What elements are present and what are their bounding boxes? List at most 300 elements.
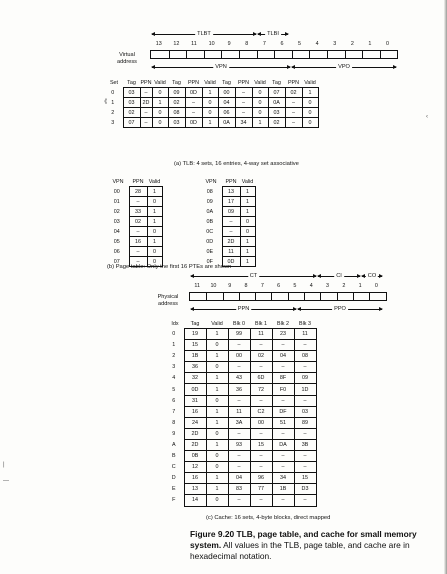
page-table-row <box>200 227 255 237</box>
tlb-cell: 1 <box>252 118 268 128</box>
cache-cell: 83 <box>228 484 250 495</box>
cache-row <box>166 462 316 473</box>
vpo-label: VPO <box>338 63 350 70</box>
bit-cell <box>292 51 310 58</box>
tlb-cell: – <box>185 98 202 108</box>
cache-column-header: Blk 3 <box>299 321 311 327</box>
cache-cell: – <box>250 395 272 406</box>
cache-cell: 2D <box>184 428 206 439</box>
page-table-left <box>107 178 163 267</box>
cache-cell: 1 <box>206 473 228 484</box>
ppo-arrow <box>298 306 382 312</box>
page-table-vpn: 01 <box>113 198 120 205</box>
cache-cell: 31 <box>184 395 206 406</box>
tlb-cell: 0 <box>252 88 268 98</box>
bit-cell <box>257 51 275 58</box>
figure-number: Figure 9.20 <box>190 529 235 539</box>
bit-number: 0 <box>386 41 390 47</box>
page-table-cell: 2D <box>222 237 240 247</box>
page-table-caption: (b) Page table: Only the first 16 PTEs are shown <box>107 264 232 270</box>
page-table-row <box>107 237 162 247</box>
page-table-cell: 17 <box>222 197 240 207</box>
tlb-column-header: Valid <box>304 80 316 86</box>
page-table-left-header <box>107 178 162 187</box>
page-table-vpn: 0F <box>206 258 213 265</box>
page-table-cell: 02 <box>129 217 147 227</box>
cache-cell: 14 <box>184 495 206 506</box>
page-table-cell: 0 <box>147 197 162 207</box>
ppn-arrow <box>191 306 296 312</box>
tlb-header-row <box>105 79 318 88</box>
tlb-row <box>105 88 318 98</box>
bit-number: 5 <box>298 41 302 47</box>
cache-column-header: Valid <box>211 321 223 327</box>
bit-cell <box>327 51 345 58</box>
cache-cell: 03 <box>294 406 316 417</box>
cache-cell: 15 <box>250 439 272 450</box>
page-table-vpn: 03 <box>113 218 120 225</box>
tlb-cell: 03 <box>123 98 140 108</box>
cache-cell: 0D <box>184 384 206 395</box>
tlb-row <box>105 108 318 118</box>
cache-cell: 36 <box>184 362 206 373</box>
cache-index: C <box>171 464 176 471</box>
cache-row <box>166 417 316 428</box>
tlb-row <box>105 98 318 108</box>
bit-cell <box>345 51 363 58</box>
tlb-set-index: 3 <box>111 119 115 126</box>
tlb-column-header: Tag <box>127 80 136 86</box>
cache-cell: 32 <box>184 373 206 384</box>
bit-number: 3 <box>326 283 330 289</box>
cache-index: A <box>171 441 176 448</box>
cache-cell: 93 <box>228 439 250 450</box>
cache-cell: 0 <box>206 451 228 462</box>
bit-number: 8 <box>244 283 248 289</box>
cache-cell: 51 <box>272 417 294 428</box>
tlb-cell: 0 <box>252 98 268 108</box>
figure-title: TLB, page table, and cache for small memory system. <box>190 529 417 550</box>
page-table-column-header: VPN <box>205 179 217 186</box>
page-table-cell: – <box>222 227 240 237</box>
cache-index: 1 <box>172 342 176 349</box>
page-table-cell: 1 <box>240 197 255 207</box>
virtual-address-bit-numbers <box>150 41 396 47</box>
margin-mark: — <box>3 478 9 484</box>
page-table-vpn: 08 <box>206 188 213 195</box>
page-table-column-header: Valid <box>241 179 254 185</box>
bit-cell <box>304 293 320 300</box>
physical-address-label: Physical address <box>157 294 179 307</box>
bit-cell <box>186 51 204 58</box>
page-table-row <box>107 207 162 217</box>
cache-cell: – <box>294 428 316 439</box>
bit-cell <box>288 293 304 300</box>
cache-cell: 0 <box>206 428 228 439</box>
tlb-cell: 0A <box>268 98 285 108</box>
tlb-cell: – <box>285 118 302 128</box>
page-table-vpn: 04 <box>113 228 120 235</box>
cache-cell: 02 <box>250 351 272 362</box>
bit-cell <box>255 293 271 300</box>
tlb-cell: 07 <box>123 118 140 128</box>
cache-cell: 19 <box>184 329 206 340</box>
page-table-cell: 13 <box>222 187 240 197</box>
tlb-cell: 03 <box>123 88 140 98</box>
tlb-column-header: Valid <box>204 80 216 86</box>
cache-cell: 1 <box>206 406 228 417</box>
bit-cell <box>380 51 398 58</box>
cache-cell: 11 <box>228 406 250 417</box>
bit-cell <box>204 51 222 58</box>
bit-number: 8 <box>245 41 249 47</box>
page-table-cell: 0 <box>240 217 255 227</box>
cache-cell: 89 <box>294 417 316 428</box>
page-table-vpn: 06 <box>113 248 120 255</box>
tlb-cell: – <box>140 108 152 118</box>
tlb-cell: 0 <box>302 118 318 128</box>
cache-cell: 00 <box>228 351 250 362</box>
tlb-cell: 1 <box>202 88 218 98</box>
bit-number: 7 <box>260 283 264 289</box>
cache-row <box>166 406 316 417</box>
tlb-set-index: 2 <box>111 109 115 116</box>
bit-cell <box>151 51 169 58</box>
page-table-row <box>200 197 255 207</box>
page-table-column-header: Valid <box>148 179 161 185</box>
co-arrow <box>362 273 382 279</box>
cache-cell: 1 <box>206 351 228 362</box>
cache-cell: 77 <box>250 484 272 495</box>
tlb-column-header: PPN <box>237 80 250 86</box>
tlb-cell: 1 <box>202 118 218 128</box>
cache-cell: 12 <box>184 462 206 473</box>
cache-cell: 1B <box>272 484 294 495</box>
bit-number: 4 <box>315 41 319 47</box>
page-table-vpn: 02 <box>113 208 120 215</box>
page-table-cell: 0 <box>147 247 162 257</box>
tlb-column-header: Valid <box>254 80 266 86</box>
cache-cell: – <box>272 495 294 506</box>
bit-number: 9 <box>228 283 232 289</box>
page-table-cell: 09 <box>222 207 240 217</box>
cache-index: 6 <box>172 397 176 404</box>
page-table-cell: 1 <box>147 207 162 217</box>
cache-cell: 15 <box>184 340 206 351</box>
tlb-cell: 1 <box>302 88 318 98</box>
cache-table <box>166 320 317 507</box>
tlb-cell: 0 <box>252 108 268 118</box>
page-table-cell: 1 <box>147 217 162 227</box>
page-table-vpn: 05 <box>113 238 120 245</box>
tlb-column-header: Valid <box>154 80 166 86</box>
cache-cell: 1 <box>206 484 228 495</box>
tlb-set-header: Set <box>109 80 119 87</box>
page-table-cell: 1 <box>147 237 162 247</box>
cache-cell: – <box>250 428 272 439</box>
bit-number: 7 <box>262 41 266 47</box>
cache-cell: 1 <box>206 373 228 384</box>
bit-cell <box>206 293 222 300</box>
tlb-cell: 04 <box>218 98 235 108</box>
tlbt-arrow <box>152 31 256 37</box>
cache-row <box>166 484 316 495</box>
bit-number: 2 <box>342 283 346 289</box>
cache-cell: 6D <box>250 373 272 384</box>
tlbi-label: TLBI <box>267 30 279 37</box>
page-table-vpn: 0D <box>206 238 214 245</box>
bit-number: 11 <box>194 283 200 289</box>
tlb-cell: 09 <box>168 88 185 98</box>
cache-cell: 16 <box>184 473 206 484</box>
bit-number: 6 <box>280 41 284 47</box>
cache-cell: – <box>228 428 250 439</box>
cache-cell: 1B <box>184 351 206 362</box>
bit-cell <box>271 293 287 300</box>
bit-number: 3 <box>333 41 337 47</box>
cache-cell: 23 <box>272 329 294 340</box>
cache-cell: – <box>228 451 250 462</box>
page-table-row <box>200 217 255 227</box>
figure-description: All values in the TLB, page table, and cache are in hexadecimal notation. <box>190 540 410 561</box>
bit-cell <box>309 51 327 58</box>
cache-cell: – <box>272 462 294 473</box>
vpn-label: VPN <box>215 63 227 70</box>
cache-cell: 1 <box>206 384 228 395</box>
cache-column-header: Blk 1 <box>255 321 267 327</box>
cache-cell: – <box>272 340 294 351</box>
page-table-column-header: PPN <box>132 179 144 185</box>
cache-row <box>166 351 316 362</box>
cache-cell: 11 <box>294 329 316 340</box>
page-table-cell: 1 <box>240 237 255 247</box>
cache-cell: – <box>250 340 272 351</box>
cache-cell: 04 <box>272 351 294 362</box>
page-table-row <box>107 187 162 197</box>
page-table-vpn: 0C <box>206 228 214 235</box>
tlb-cell: – <box>235 88 252 98</box>
bit-number: 10 <box>208 41 215 47</box>
page-table-right <box>200 178 256 267</box>
tlb-column-header: Tag <box>222 80 231 86</box>
cache-cell: 09 <box>294 373 316 384</box>
page-table-row <box>200 207 255 217</box>
cache-cell: – <box>272 362 294 373</box>
vpn-arrow <box>152 64 290 70</box>
tlb-column-header: PPN <box>187 80 200 86</box>
tlb-cell: 0D <box>185 118 202 128</box>
cache-cell: 99 <box>228 329 250 340</box>
tlb-cell: 08 <box>168 108 185 118</box>
tlb-cell: 03 <box>268 108 285 118</box>
cache-cell: – <box>250 495 272 506</box>
cache-cell: – <box>250 462 272 473</box>
cache-index: B <box>171 453 176 460</box>
cache-cell: 00 <box>250 417 272 428</box>
bit-number: 1 <box>358 283 362 289</box>
tlb-cell: 06 <box>218 108 235 118</box>
page-table-column-header: VPN <box>112 179 124 186</box>
cache-cell: – <box>294 495 316 506</box>
cache-caption: (c) Cache: 16 sets, 4-byte blocks, direct mapped <box>206 515 331 521</box>
tlb-cell: 1 <box>152 98 168 108</box>
cache-cell: – <box>250 451 272 462</box>
cache-index: 7 <box>172 408 176 415</box>
cache-cell: 96 <box>250 473 272 484</box>
bit-cell <box>337 293 353 300</box>
bit-number: 10 <box>210 283 217 289</box>
vpo-arrow <box>292 64 396 70</box>
tlb-cell: – <box>140 118 152 128</box>
tlb-cell: 02 <box>168 98 185 108</box>
page-table-row <box>200 187 255 197</box>
page-table-vpn: 00 <box>113 188 120 195</box>
cache-column-header: Tag <box>190 321 200 327</box>
bit-number: 13 <box>155 41 162 47</box>
cache-index: 4 <box>172 375 176 382</box>
page-table-cell: 16 <box>129 237 147 247</box>
tlb-table <box>105 79 319 128</box>
cache-cell: – <box>294 395 316 406</box>
tlb-caption: (a) TLB: 4 sets, 16 entries, 4-way set associative <box>174 161 299 167</box>
cache-row <box>166 329 316 340</box>
cache-cell: 0 <box>206 395 228 406</box>
cache-row <box>166 395 316 406</box>
tlb-column-header: PPN <box>287 80 300 86</box>
tlb-cell: 0D <box>185 88 202 98</box>
tlb-cell: – <box>285 108 302 118</box>
cache-row <box>166 384 316 395</box>
tlb-row <box>105 118 318 128</box>
page-table-column-header: PPN <box>225 179 237 185</box>
page-table-row <box>107 247 162 257</box>
tlb-cell: 34 <box>235 118 252 128</box>
cache-cell: – <box>294 451 316 462</box>
tlbt-label: TLBT <box>197 30 211 37</box>
page-table-cell: 1 <box>240 207 255 217</box>
bit-cell <box>362 51 380 58</box>
cache-cell: – <box>294 340 316 351</box>
cache-cell: 2D <box>184 439 206 450</box>
cache-row <box>166 439 316 450</box>
margin-mark: | <box>3 462 5 468</box>
ct-label: CT <box>249 272 258 279</box>
cache-cell: 08 <box>294 351 316 362</box>
ppn-label: PPN <box>237 305 250 312</box>
cache-index: 9 <box>172 430 176 437</box>
page-table-cell: 28 <box>129 187 147 197</box>
bit-number: 12 <box>173 41 180 47</box>
page-table-vpn: 07 <box>113 258 120 265</box>
page-table-cell: – <box>222 217 240 227</box>
margin-mark: ‹ <box>426 114 428 120</box>
cache-index: 3 <box>172 364 176 371</box>
bit-number: 6 <box>277 283 281 289</box>
cache-cell: 1 <box>206 417 228 428</box>
cache-cell: – <box>272 451 294 462</box>
page-table-row <box>107 227 162 237</box>
cache-cell: 36 <box>228 384 250 395</box>
tlb-set-index: 1 <box>111 99 115 106</box>
tlb-cell: 0 <box>202 98 218 108</box>
ci-arrow <box>318 273 360 279</box>
cache-row <box>166 451 316 462</box>
ci-label: CI <box>336 272 342 279</box>
page-table-cell: 1 <box>240 257 255 267</box>
bit-number: 4 <box>309 283 313 289</box>
cache-cell: 1 <box>206 329 228 340</box>
tlb-column-header: PPN <box>140 80 152 86</box>
cache-index: 8 <box>172 419 176 426</box>
page-table-cell: 0 <box>147 257 162 267</box>
cache-cell: – <box>272 428 294 439</box>
page-table-cell: – <box>129 227 147 237</box>
cache-cell: – <box>228 395 250 406</box>
bit-cell <box>221 51 239 58</box>
page-table-row <box>107 217 162 227</box>
cache-index: 0 <box>172 331 176 338</box>
physical-address-bit-numbers <box>189 283 385 289</box>
cache-row <box>166 373 316 384</box>
page-table-cell: 1 <box>147 187 162 197</box>
bit-cell <box>239 51 257 58</box>
cache-index: 5 <box>172 386 176 393</box>
tlb-cell: – <box>285 98 302 108</box>
tlb-set-index: 0 <box>111 89 115 96</box>
cache-cell: 0 <box>206 462 228 473</box>
bit-number: 11 <box>191 41 197 47</box>
cache-cell: – <box>228 340 250 351</box>
bit-cell <box>369 293 385 300</box>
cache-cell: 43 <box>228 373 250 384</box>
page-table-cell: 33 <box>129 207 147 217</box>
tlb-cell: 02 <box>285 88 302 98</box>
tlbi-arrow <box>258 31 288 37</box>
tlb-cell: 03 <box>168 118 185 128</box>
tlb-cell: 07 <box>268 88 285 98</box>
figure-caption <box>190 529 440 562</box>
bit-number: 0 <box>374 283 378 289</box>
page-table-row <box>107 197 162 207</box>
cache-cell: 3B <box>294 439 316 450</box>
page-table-vpn: 0B <box>206 218 214 225</box>
tlb-cell: 0 <box>152 108 168 118</box>
cache-cell: 11 <box>250 329 272 340</box>
virtual-address-bit-cells <box>150 50 398 59</box>
page-table-cell: 1 <box>240 187 255 197</box>
tlb-cell: 2D <box>140 98 152 108</box>
cache-cell: 0B <box>184 451 206 462</box>
tlb-cell: 0 <box>302 108 318 118</box>
bit-number: 9 <box>227 41 231 47</box>
page-table-cell: – <box>129 197 147 207</box>
cache-cell: F0 <box>272 384 294 395</box>
tlb-column-header: Tag <box>272 80 281 86</box>
page-table-row <box>200 247 255 257</box>
page-table-vpn: 0E <box>206 248 214 255</box>
cache-cell: DF <box>272 406 294 417</box>
tlb-cell: – <box>140 88 152 98</box>
cache-row <box>166 473 316 484</box>
cache-index: D <box>171 475 176 482</box>
cache-column-header: Blk 2 <box>277 321 289 327</box>
bit-number: 2 <box>350 41 354 47</box>
cache-row <box>166 362 316 373</box>
tlb-body <box>105 88 318 128</box>
tlb-cell: 0A <box>218 118 235 128</box>
cache-row <box>166 428 316 439</box>
cache-row <box>166 495 316 506</box>
